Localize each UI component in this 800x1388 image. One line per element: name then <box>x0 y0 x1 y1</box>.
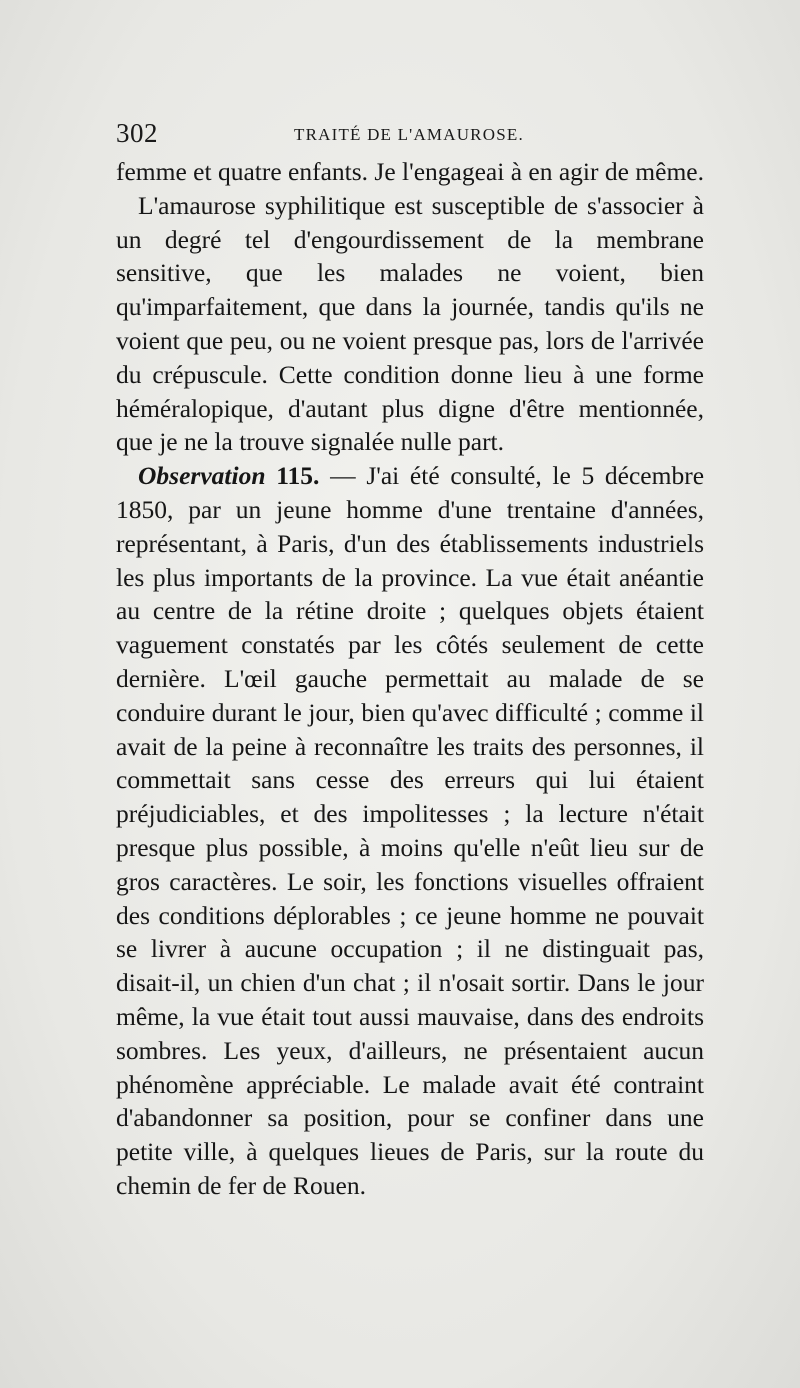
observation-text: — J'ai été consulté, le 5 décembre 1850, par un jeune homme d'une trentaine d'années, représentant, à Paris, d'un des établissements industriels les plus importants de la province. La vue était anéantie au centre de la rétine droite ; quelques objets étaient vaguement constatés par les côtés seulement de cette dernière. L'œil gauche permettait au malade de se conduire durant le jour, bien qu'avec difficulté ; comme il avait de la peine à reconnaître les traits des personnes, il commettait sans cesse des erreurs qui lui étaient préjudiciables, et des impolitesses ; la lecture n'était presque plus possible, à moins qu'elle n'eût lieu sur de gros caractères. Le soir, les fonctions visuelles offraient des conditions déplorables ; ce jeune homme ne pouvait se livrer à aucune occupation ; il ne distinguait pas, disait-il, un chien d'un chat ; il n'osait sortir. Dans le jour même, la vue était tout aussi mauvaise, dans des endroits sombres. Les yeux, d'ailleurs, ne présentaient aucun phénomène appréciable. Le malade avait été contraint d'abandonner sa position, pour se confiner dans une petite ville, à quelques lieues de Paris, sur la route du chemin de fer de Rouen. <box>116 461 705 1200</box>
observation-label: Observation <box>138 461 266 491</box>
observation-number: 115. <box>276 461 320 491</box>
body-text <box>116 155 704 1203</box>
paragraph-continuation: femme et quatre enfants. Je l'engageai à en agir de même. <box>116 157 704 186</box>
paragraph-hemeralopia: L'amaurose syphilitique est susceptible de s'associer à un degré tel d'engourdissement de la membrane sensitive, que les malades ne voient, bien qu'imparfaitement, que dans la journée, tandis qu'ils ne voient que peu, ou ne voient presque pas, lors de l'arrivée du crépuscule. Cette condition donne lieu à une forme héméralopique, d'autant plus digne d'être mentionnée, que je ne la trouve signalée nulle part. <box>116 190 704 457</box>
observation-paragraph <box>116 459 704 1203</box>
page-number: 302 <box>116 118 158 148</box>
running-head: TRAITÉ DE L'AMAUROSE. <box>294 125 524 144</box>
page-header <box>116 118 700 148</box>
